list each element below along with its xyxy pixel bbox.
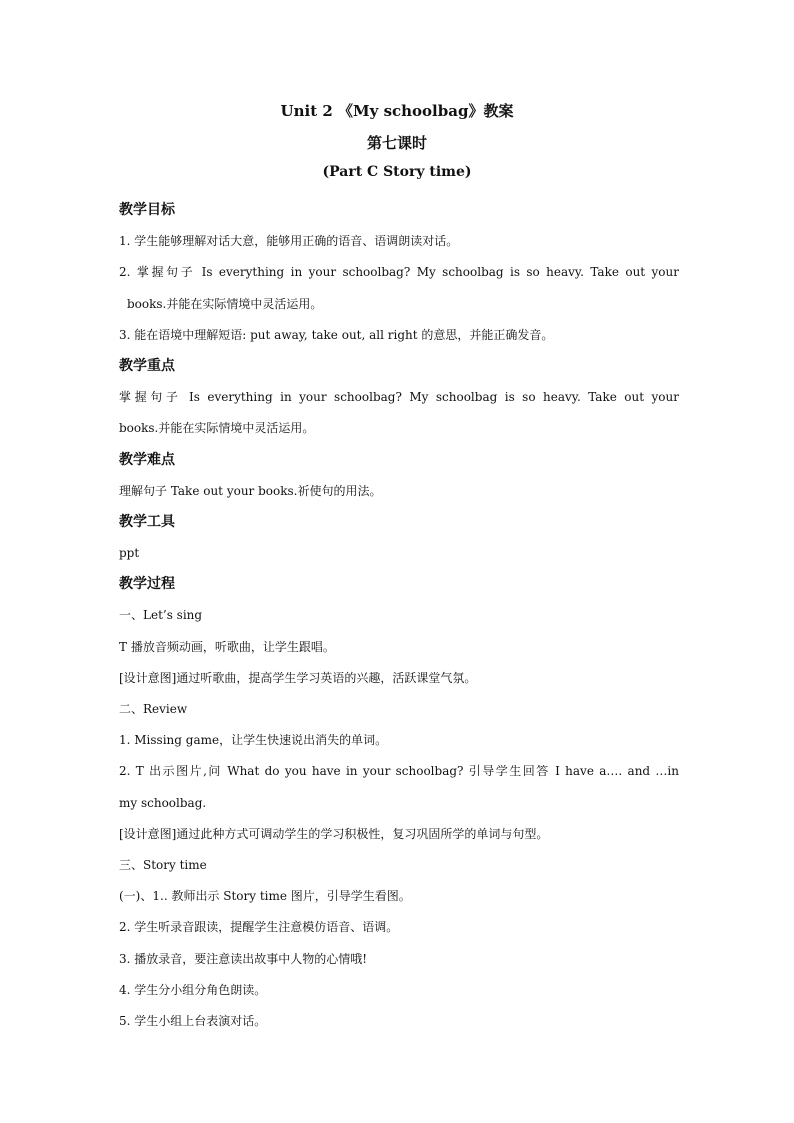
lesson-subtitle: (Part C Story time) [322,164,472,180]
process-section-3-line-1: (一)、1.. 教师出示 Story time 图片，引导学生看图。 [119,889,411,904]
document-title: Unit 2 《My schoolbag》教案 [280,102,514,120]
process-heading: 教学过程 [119,576,175,593]
lesson-number: 第七课时 [366,134,427,152]
tools-line-1: ppt [119,546,140,561]
process-section-1-title: 一、Let’s sing [119,608,203,623]
process-section-1-line-2: [设计意图]通过听歌曲，提高学生学习英语的兴趣，活跃课堂气氛。 [119,670,477,685]
process-section-3-line-2: 2. 学生听录音跟读，提醒学生注意模仿语音、语调。 [119,920,399,935]
process-section-1-line-1: T 播放音频动画，听歌曲，让学生跟唱。 [119,639,335,654]
difficulties-heading: 教学难点 [119,451,175,468]
objectives-heading: 教学目标 [119,202,175,218]
objective-item-1: 1. 学生能够理解对话大意，能够用正确的语音、语调朗读对话。 [119,234,459,249]
process-section-3-line-4: 4. 学生分小组分角色朗读。 [119,982,267,997]
key-points-line-2: books.并能在实际情境中灵活运用。 [119,421,315,436]
process-section-2-line-2: 2. T 出示图片,问 What do you have in your schoolbag? 引导学生回答 I have a…. and …in [119,764,679,779]
key-points-heading: 教学重点 [119,357,175,374]
process-section-2-title: 二、Review [119,702,188,716]
difficulties-line-1: 理解句子 Take out your books.祈使句的用法。 [119,483,382,498]
process-section-3-line-5: 5. 学生小组上台表演对话。 [119,1013,267,1028]
key-points-line-1: 掌握句子 Is everything in your schoolbag? My schoolbag is so heavy. Take out your [119,390,679,405]
process-section-2-line-1: 1. Missing game，让学生快速说出消失的单词。 [119,733,388,748]
objective-item-2-line-2: books.并能在实际情境中灵活运用。 [127,296,323,311]
process-section-2-line-4: [设计意图]通过此种方式可调动学生的学习积极性，复习巩固所学的单词与句型。 [119,826,549,841]
objective-item-3: 3. 能在语境中理解短语: put away, take out, all right 的意思，并能正确发音。 [119,327,554,342]
process-section-2-line-3: my schoolbag. [119,795,207,810]
tools-heading: 教学工具 [119,513,175,530]
process-section-3-title: 三、Story time [119,857,207,872]
process-section-3-line-3: 3. 播放录音，要注意读出故事中人物的心情哦! [119,951,368,966]
document-body [119,195,679,1037]
objective-item-2-line-1: 2. 掌握句子 Is everything in your schoolbag? My schoolbag is so heavy. Take out your [119,265,679,280]
